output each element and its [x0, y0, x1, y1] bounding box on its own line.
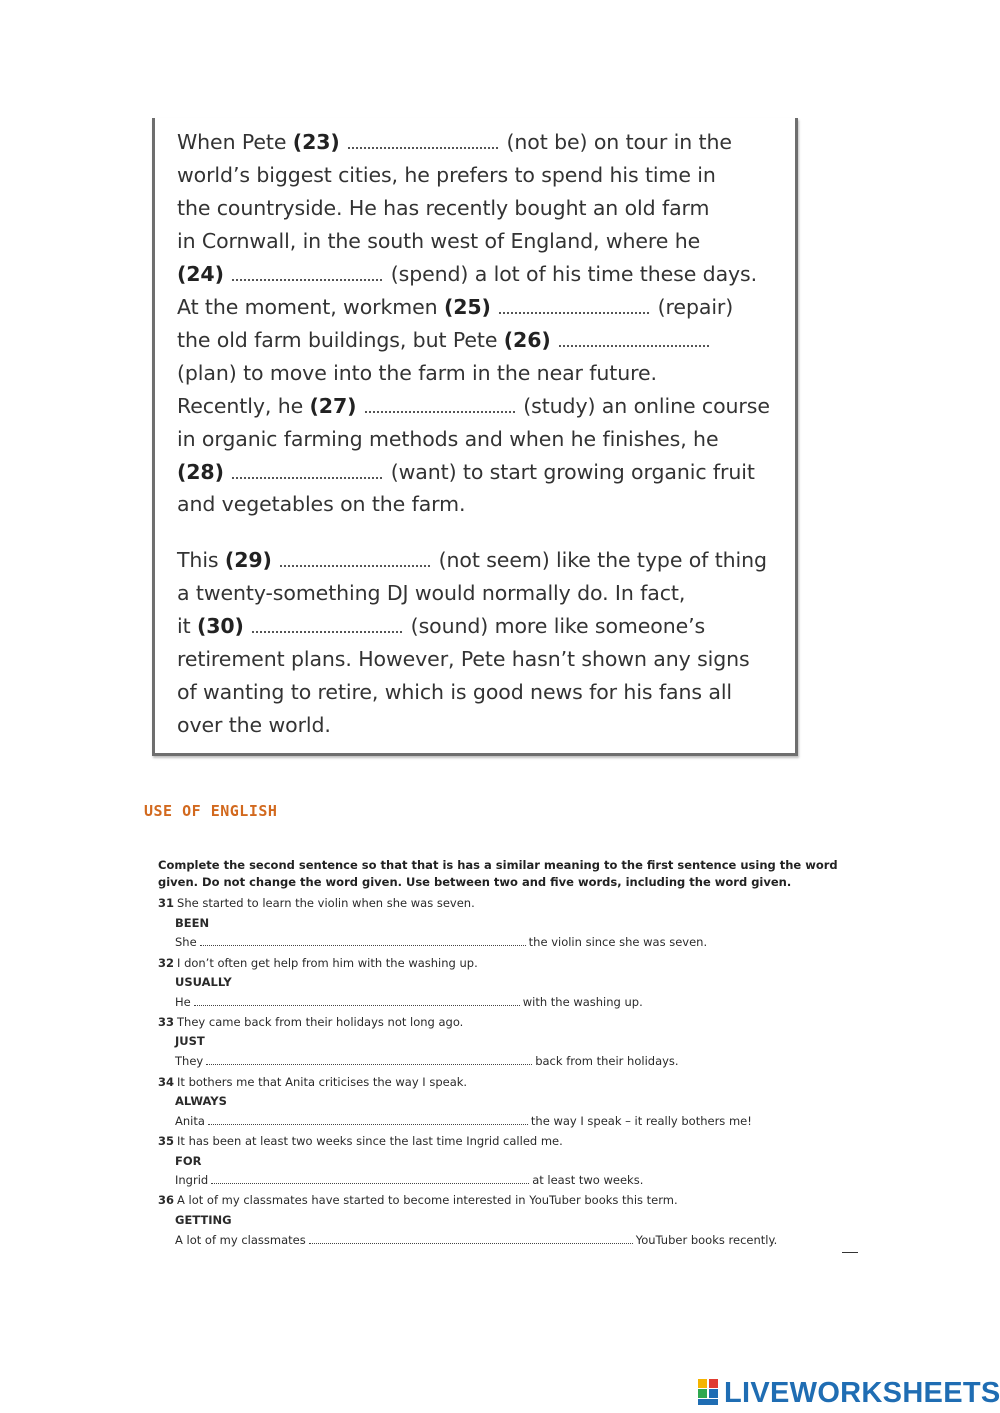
liveworksheets-logo[interactable] [698, 1377, 1000, 1409]
page-mark [842, 1252, 858, 1253]
answer-gap-27[interactable] [365, 411, 515, 413]
question-sentence: 34 It bothers me that Anita criticises the way I speak. [158, 1075, 468, 1089]
gap-number: (26) [503, 328, 551, 352]
gap-number: (30) [196, 614, 244, 638]
answer-gap-25[interactable] [499, 312, 649, 314]
passage-line: (24) (spend) a lot of his time these days. [177, 262, 758, 286]
answer-input-35[interactable] [211, 1183, 529, 1184]
answer-gap-29[interactable] [280, 565, 430, 567]
passage-line: and vegetables on the farm. [177, 492, 466, 516]
liveworksheets-logo-icon [698, 1379, 720, 1407]
answer-gap-28[interactable] [232, 477, 382, 479]
answer-gap-30[interactable] [252, 631, 402, 633]
passage-line: At the moment, workmen (25) (repair) [177, 295, 734, 319]
answer-input-33[interactable] [206, 1064, 532, 1065]
gap-number: (27) [309, 394, 357, 418]
answer-line: Ingrid at least two weeks. [175, 1173, 644, 1187]
key-word: JUST [175, 1034, 205, 1048]
question-sentence: 31 She started to learn the violin when she was seven. [158, 896, 475, 910]
passage-line: a twenty-something DJ would normally do. In fact, [177, 581, 686, 605]
question-sentence: 33 They came back from their holidays not long ago. [158, 1015, 464, 1029]
answer-gap-26[interactable] [559, 345, 709, 347]
logo-text: LIVEWORKSHEETS [724, 1376, 1000, 1409]
question-sentence: 32 I don’t often get help from him with the washing up. [158, 956, 478, 970]
gap-number: (29) [224, 548, 272, 572]
passage-line: (plan) to move into the farm in the near future. [177, 361, 657, 385]
question-sentence: 35 It has been at least two weeks since the last time Ingrid called me. [158, 1134, 563, 1148]
passage-line: retirement plans. However, Pete hasn’t shown any signs [177, 647, 750, 671]
passage-line: the countryside. He has recently bought an old farm [177, 196, 710, 220]
passage-line: in organic farming methods and when he finishes, he [177, 427, 719, 451]
answer-input-36[interactable] [309, 1243, 633, 1244]
answer-input-34[interactable] [208, 1124, 528, 1125]
passage-line: (28) (want) to start growing organic fruit [177, 460, 755, 484]
key-word: ALWAYS [175, 1094, 227, 1108]
gap-number: (25) [443, 295, 491, 319]
gap-number: (24) [177, 262, 224, 286]
answer-line: He with the washing up. [175, 995, 643, 1009]
key-word: USUALLY [175, 975, 232, 989]
passage-line: When Pete (23) (not be) on tour in the [177, 130, 732, 154]
passage-line: over the world. [177, 713, 331, 737]
answer-line: A lot of my classmates YouTuber books recently. [175, 1233, 778, 1247]
key-word: BEEN [175, 916, 210, 930]
passage-line: in Cornwall, in the south west of England, where he [177, 229, 701, 253]
passage-line: This (29) (not seem) like the type of thing [177, 548, 767, 572]
passage-line: the old farm buildings, but Pete (26) [177, 328, 711, 352]
instructions: Complete the second sentence so that that is has a similar meaning to the first sentence using the word given. Do not change the word given. Use between two and five words, including the word given. [158, 858, 838, 889]
gap-number: (28) [177, 460, 224, 484]
passage-line: it (30) (sound) more like someone’s [177, 614, 706, 638]
answer-input-31[interactable] [200, 945, 526, 946]
answer-line: They back from their holidays. [175, 1054, 679, 1068]
answer-gap-23[interactable] [348, 147, 498, 149]
key-word: GETTING [175, 1213, 232, 1227]
passage-line: Recently, he (27) (study) an online course [177, 394, 770, 418]
section-title: USE OF ENGLISH [144, 802, 278, 820]
answer-line: She the violin since she was seven. [175, 935, 708, 949]
passage-line: of wanting to retire, which is good news for his fans all [177, 680, 733, 704]
answer-line: Anita the way I speak – it really bothers me! [175, 1114, 752, 1128]
answer-gap-24[interactable] [232, 279, 382, 281]
question-sentence: 36 A lot of my classmates have started to become interested in YouTuber books this term. [158, 1193, 678, 1207]
gap-number: (23) [292, 130, 340, 154]
passage-line: world’s biggest cities, he prefers to spend his time in [177, 163, 716, 187]
answer-input-32[interactable] [194, 1005, 520, 1006]
key-word: FOR [175, 1154, 202, 1168]
